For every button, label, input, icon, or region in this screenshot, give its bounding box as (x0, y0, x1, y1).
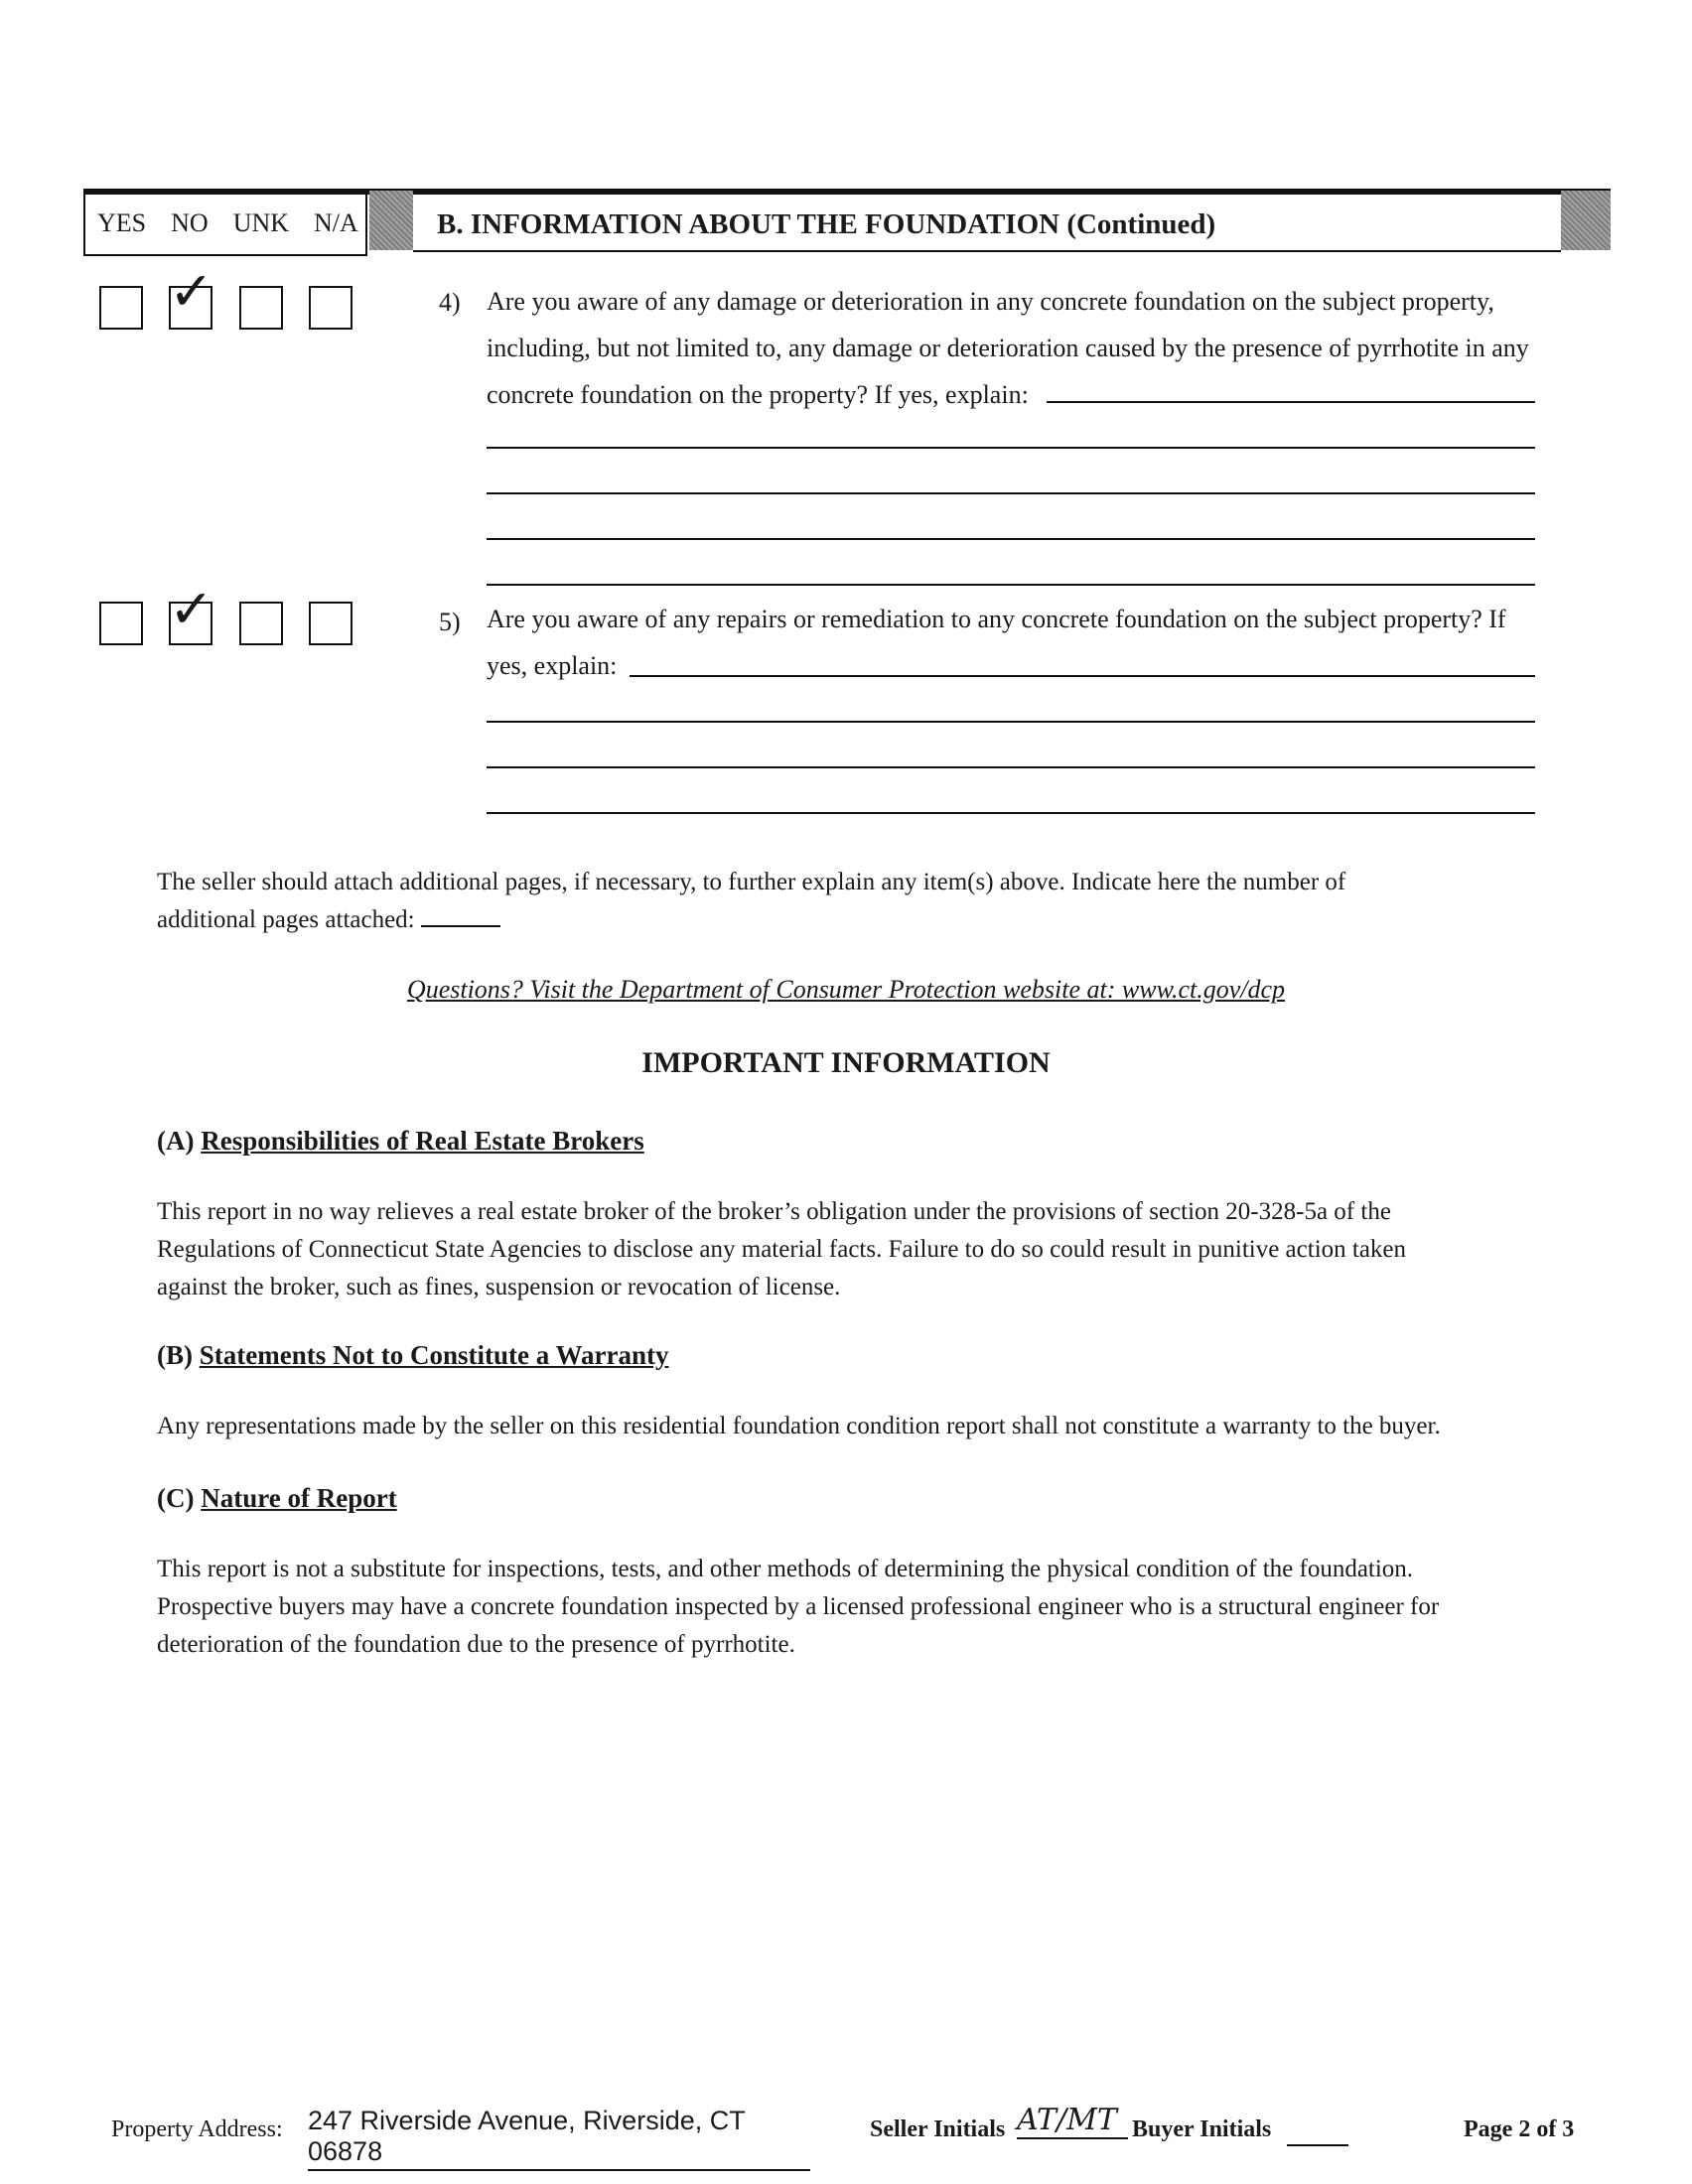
answer-column-headings (83, 191, 367, 256)
seller-initials-label: Seller Initials (870, 2116, 1006, 2142)
seller-initials-field[interactable] (1017, 2103, 1128, 2139)
q4-line3: concrete foundation on the property? If yes, explain: (487, 380, 1029, 409)
section-a-line: against the broker, such as fines, suspension or revocation of license. (157, 1274, 841, 1300)
col-no: NO (171, 208, 209, 237)
property-address-value: 247 Riverside Avenue, Riverside, CT 06878 (308, 2106, 746, 2166)
attach-note-line2: additional pages attached: (157, 901, 1567, 939)
section-c-heading: (C) Nature of Report (157, 1483, 397, 1513)
q4-explain-line[interactable] (487, 538, 1535, 540)
attach-note-line1: The seller should attach additional pages, if necessary, to further explain any item(s) above. Indicate here the number of (157, 869, 1346, 895)
col-na: N/A (314, 208, 358, 237)
q4-explain-line[interactable] (487, 447, 1535, 449)
q5-no-check-mark: ✓ (169, 578, 214, 640)
section-c-body (157, 1551, 1567, 1664)
q4-no-checkbox[interactable] (169, 260, 214, 330)
section-c-line: Prospective buyers may have a concrete foundation inspected by a licensed professional engineer who is a structural engineer for (157, 1593, 1440, 1620)
q5-na-checkbox[interactable] (309, 602, 352, 645)
header-shade-right (1561, 191, 1611, 250)
property-address-label: Property Address: (111, 2116, 283, 2142)
q5-line2: yes, explain: (487, 651, 618, 680)
page-number: Page 2 of 3 (1464, 2116, 1575, 2142)
attach-note (157, 864, 1567, 939)
q4-text (487, 278, 1599, 418)
q5-explain-line[interactable] (487, 766, 1535, 768)
section-b-line: Any representations made by the seller on this residential foundation condition report shall not constitute a warranty to the buyer. (157, 1413, 1441, 1439)
q5-number: 5) (439, 608, 461, 636)
section-a-line: Regulations of Connecticut State Agencies to disclose any material facts. Failure to do so could result in punitive action taken (157, 1236, 1407, 1263)
q5-explain-line[interactable] (630, 675, 1535, 677)
dcp-website-link[interactable]: Questions? Visit the Department of Consumer Protection website at: www.ct.gov/dcp (406, 975, 1286, 1004)
seller-initials-signature: AT/MT (1017, 2103, 1117, 2137)
q4-no-check-mark: ✓ (169, 260, 214, 323)
section-c-line: This report is not a substitute for inspections, tests, and other methods of determining the physical condition of the foundation. (157, 1556, 1414, 1582)
section-c-line: deterioration of the foundation due to the presence of pyrrhotite. (157, 1631, 795, 1658)
q4-explain-line[interactable] (1047, 401, 1535, 403)
property-address-field[interactable] (308, 2106, 810, 2171)
additional-pages-field[interactable] (421, 925, 500, 927)
q4-explain-line[interactable] (487, 584, 1535, 586)
q5-line1: Are you aware of any repairs or remediation to any concrete foundation on the subject property? If (487, 605, 1506, 633)
q5-explain-line[interactable] (487, 812, 1535, 814)
section-title: B. INFORMATION ABOUT THE FOUNDATION (Continued) (437, 208, 1216, 240)
col-yes: YES (97, 208, 147, 237)
buyer-initials-label: Buyer Initials (1132, 2116, 1272, 2142)
q4-unk-checkbox[interactable] (239, 286, 283, 330)
header-shade-left (369, 191, 413, 250)
q5-unk-checkbox[interactable] (239, 602, 283, 645)
header-bottom-rule (413, 250, 1561, 252)
q4-explain-line[interactable] (487, 492, 1535, 494)
section-a-line: This report in no way relieves a real estate broker of the broker’s obligation under the provisions of section 20-328-5a of the (157, 1198, 1391, 1225)
section-a-heading: (A) Responsibilities of Real Estate Brokers (157, 1126, 644, 1156)
q4-line2: including, but not limited to, any damage or deterioration caused by the presence of pyrrhotite in any (487, 334, 1529, 362)
q5-yes-checkbox[interactable] (99, 602, 143, 645)
section-b-body (157, 1408, 1587, 1445)
q5-explain-line[interactable] (487, 721, 1535, 723)
q4-line1: Are you aware of any damage or deterioration in any concrete foundation on the subject property, (487, 287, 1494, 316)
q4-yes-checkbox[interactable] (99, 286, 143, 330)
col-unk: UNK (232, 208, 290, 237)
section-a-body (157, 1193, 1567, 1306)
section-b-heading: (B) Statements Not to Constitute a Warranty (157, 1340, 669, 1370)
buyer-initials-field[interactable] (1287, 2144, 1348, 2146)
important-info-title: IMPORTANT INFORMATION (641, 1046, 1051, 1079)
q4-number: 4) (439, 288, 461, 317)
q4-na-checkbox[interactable] (309, 286, 352, 330)
q5-no-checkbox[interactable] (169, 578, 214, 645)
